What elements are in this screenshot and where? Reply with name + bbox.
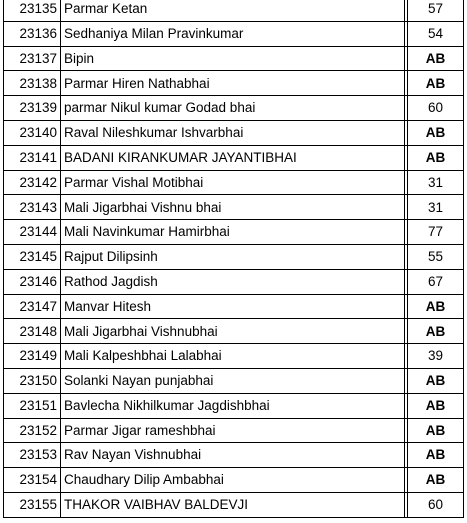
roll-number-cell: 23143 — [4, 195, 61, 220]
roll-number-cell: 23139 — [4, 96, 61, 121]
candidate-name-cell: parmar Nikul kumar Godad bhai — [61, 96, 405, 121]
table-row — [4, 492, 464, 517]
roll-number-cell: 23155 — [4, 492, 61, 517]
score-cell: 31 — [408, 195, 464, 220]
results-table-body — [4, 0, 464, 517]
score-cell: AB — [408, 145, 464, 170]
table-row — [4, 21, 464, 46]
score-cell: AB — [408, 294, 464, 319]
score-cell: 77 — [408, 220, 464, 245]
roll-number-cell: 23137 — [4, 46, 61, 71]
table-row — [4, 418, 464, 443]
table-row — [4, 319, 464, 344]
table-row — [4, 145, 464, 170]
roll-number-cell: 23136 — [4, 21, 61, 46]
table-row — [4, 294, 464, 319]
candidate-name-cell: Sedhaniya Milan Pravinkumar — [61, 21, 405, 46]
candidate-name-cell: Rathod Jagdish — [61, 269, 405, 294]
score-cell: AB — [408, 443, 464, 468]
table-row — [4, 195, 464, 220]
candidate-name-cell: Solanki Nayan punjabhai — [61, 368, 405, 393]
candidate-name-cell: Parmar Vishal Motibhai — [61, 170, 405, 195]
candidate-name-cell: Chaudhary Dilip Ambabhai — [61, 468, 405, 493]
score-cell: AB — [408, 393, 464, 418]
table-row — [4, 244, 464, 269]
score-cell: AB — [408, 71, 464, 96]
table-row — [4, 468, 464, 493]
roll-number-cell: 23138 — [4, 71, 61, 96]
results-table — [3, 0, 464, 518]
roll-number-cell: 23145 — [4, 244, 61, 269]
candidate-name-cell: Mali Navinkumar Hamirbhai — [61, 220, 405, 245]
score-cell: AB — [408, 46, 464, 71]
score-cell: 39 — [408, 344, 464, 369]
roll-number-cell: 23154 — [4, 468, 61, 493]
score-cell: 60 — [408, 492, 464, 517]
table-row — [4, 120, 464, 145]
score-cell: AB — [408, 319, 464, 344]
table-row — [4, 96, 464, 121]
table-row — [4, 0, 464, 21]
candidate-name-cell: Mali Jigarbhai Vishnu bhai — [61, 195, 405, 220]
table-row — [4, 393, 464, 418]
score-cell: 31 — [408, 170, 464, 195]
candidate-name-cell: Mali Kalpeshbhai Lalabhai — [61, 344, 405, 369]
candidate-name-cell: Parmar Jigar rameshbhai — [61, 418, 405, 443]
candidate-name-cell: Mali Jigarbhai Vishnubhai — [61, 319, 405, 344]
roll-number-cell: 23151 — [4, 393, 61, 418]
score-cell: AB — [408, 120, 464, 145]
roll-number-cell: 23135 — [4, 0, 61, 21]
score-cell: 57 — [408, 0, 464, 21]
candidate-name-cell: Parmar Hiren Nathabhai — [61, 71, 405, 96]
candidate-name-cell: Raval Nileshkumar Ishvarbhai — [61, 120, 405, 145]
roll-number-cell: 23140 — [4, 120, 61, 145]
candidate-name-cell: Bavlecha Nikhilkumar Jagdishbhai — [61, 393, 405, 418]
candidate-name-cell: Rav Nayan Vishnubhai — [61, 443, 405, 468]
table-row — [4, 71, 464, 96]
roll-number-cell: 23142 — [4, 170, 61, 195]
roll-number-cell: 23153 — [4, 443, 61, 468]
roll-number-cell: 23150 — [4, 368, 61, 393]
score-cell: AB — [408, 418, 464, 443]
roll-number-cell: 23147 — [4, 294, 61, 319]
table-row — [4, 344, 464, 369]
roll-number-cell: 23148 — [4, 319, 61, 344]
candidate-name-cell: THAKOR VAIBHAV BALDEVJI — [61, 492, 405, 517]
score-cell: 55 — [408, 244, 464, 269]
candidate-name-cell: BADANI KIRANKUMAR JAYANTIBHAI — [61, 145, 405, 170]
score-cell: 60 — [408, 96, 464, 121]
table-row — [4, 46, 464, 71]
roll-number-cell: 23144 — [4, 220, 61, 245]
table-row — [4, 220, 464, 245]
score-cell: 67 — [408, 269, 464, 294]
candidate-name-cell: Bipin — [61, 46, 405, 71]
table-row — [4, 443, 464, 468]
roll-number-cell: 23149 — [4, 344, 61, 369]
candidate-name-cell: Parmar Ketan — [61, 0, 405, 21]
table-row — [4, 170, 464, 195]
candidate-name-cell: Rajput Dilipsinh — [61, 244, 405, 269]
table-row — [4, 269, 464, 294]
score-cell: 54 — [408, 21, 464, 46]
roll-number-cell: 23146 — [4, 269, 61, 294]
score-cell: AB — [408, 368, 464, 393]
score-cell: AB — [408, 468, 464, 493]
roll-number-cell: 23141 — [4, 145, 61, 170]
candidate-name-cell: Manvar Hitesh — [61, 294, 405, 319]
table-row — [4, 368, 464, 393]
roll-number-cell: 23152 — [4, 418, 61, 443]
